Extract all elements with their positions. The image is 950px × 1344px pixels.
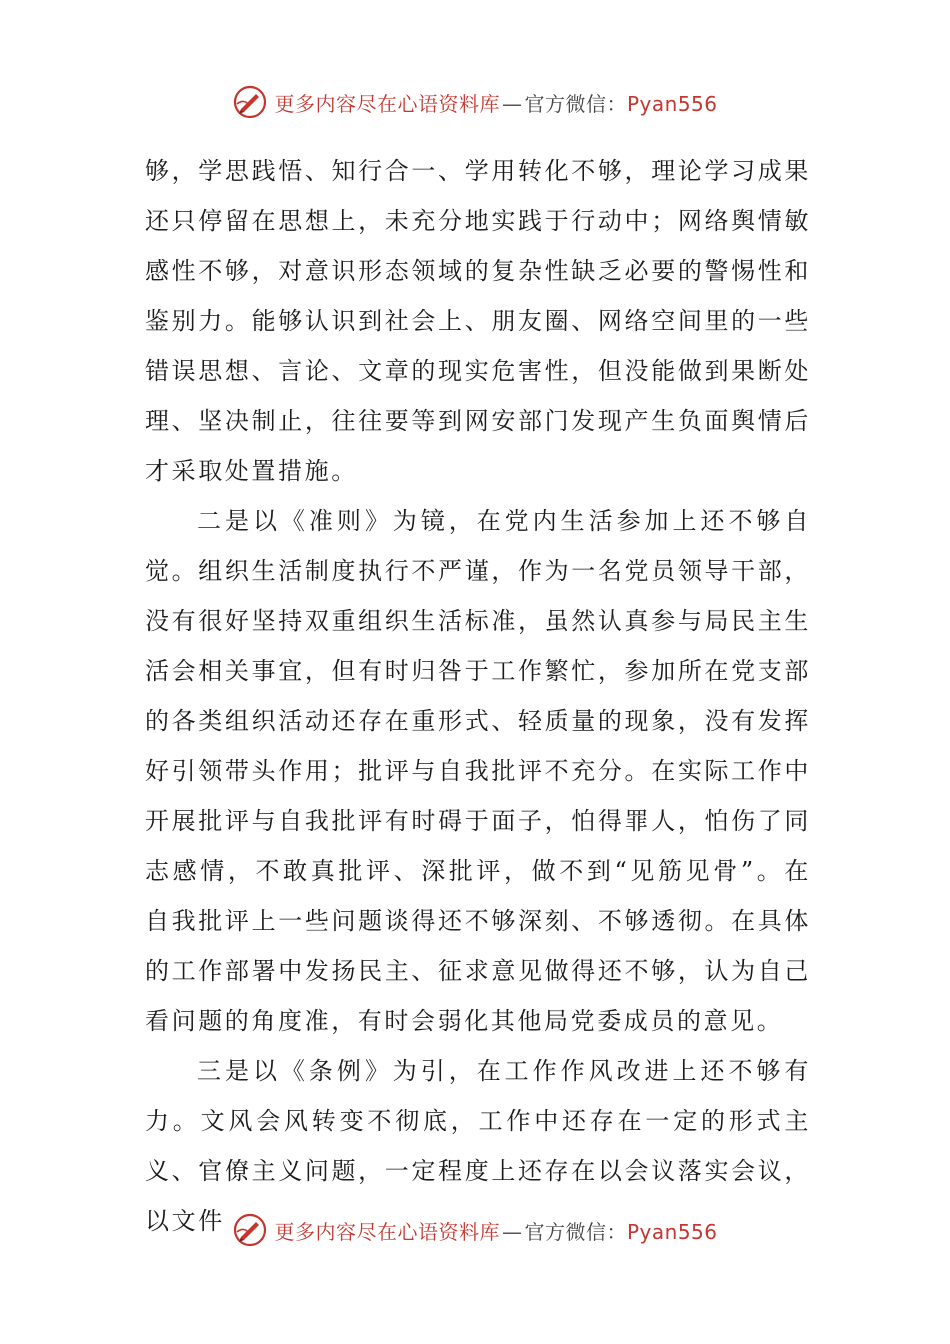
pen-seal-icon [232, 84, 268, 120]
header-banner [0, 82, 950, 122]
paragraph-1: 够，学思践悟、知行合一、学用转化不够，理论学习成果还只停留在思想上，未充分地实践于行动中；网络舆情敏感性不够，对意识形态领域的复杂性缺乏必要的警惕性和鉴别力。能够认识到社会上、朋友圈、网络空间里的一些错误思想、言论、文章的现实危害性，但没能做到果断处理、坚决制止，往往要等到网安部门发现产生负面舆情后才采取处置措施。 [145, 157, 811, 485]
footer-banner-separator: — [501, 1219, 523, 1244]
footer-wechat-label: 官方微信： [524, 1219, 627, 1244]
footer-banner [0, 1210, 950, 1250]
footer-banner-text [274, 1216, 717, 1245]
document-body [145, 146, 811, 1246]
pen-seal-icon [232, 1212, 268, 1248]
header-banner-separator: — [501, 91, 523, 116]
footer-banner-label: 更多内容尽在心语资料库 [274, 1219, 500, 1244]
header-wechat-label: 官方微信： [524, 91, 627, 116]
header-wechat-id: Pyan556 [626, 91, 718, 116]
header-banner-label: 更多内容尽在心语资料库 [274, 91, 500, 116]
paragraph-2: 二是以《准则》为镜，在党内生活参加上还不够自觉。组织生活制度执行不严谨，作为一名党员领导干部，没有很好坚持双重组织生活标准，虽然认真参与局民主生活会相关事宜，但有时归咎于工作繁忙，参加所在党支部的各类组织活动还存在重形式、轻质量的现象，没有发挥好引领带头作用；批评与自我批评不充分。在实际工作中开展批评与自我批评有时碍于面子，怕得罪人，怕伤了同志感情，不敢真批评、深批评，做不到“见筋见骨”。在自我批评上一些问题谈得还不够深刻、不够透彻。在具体的工作部署中发扬民主、征求意见做得还不够，认为自己看问题的角度准，有时会弱化其他局党委成员的意见。 [145, 507, 811, 1035]
header-banner-text [274, 88, 717, 117]
footer-wechat-id: Pyan556 [626, 1219, 718, 1244]
paragraph-3: 三是以《条例》为引，在工作作风改进上还不够有力。文风会风转变不彻底，工作中还存在一定的形式主义、官僚主义问题，一定程度上还存在以会议落实会议，以文件 [145, 1057, 811, 1235]
